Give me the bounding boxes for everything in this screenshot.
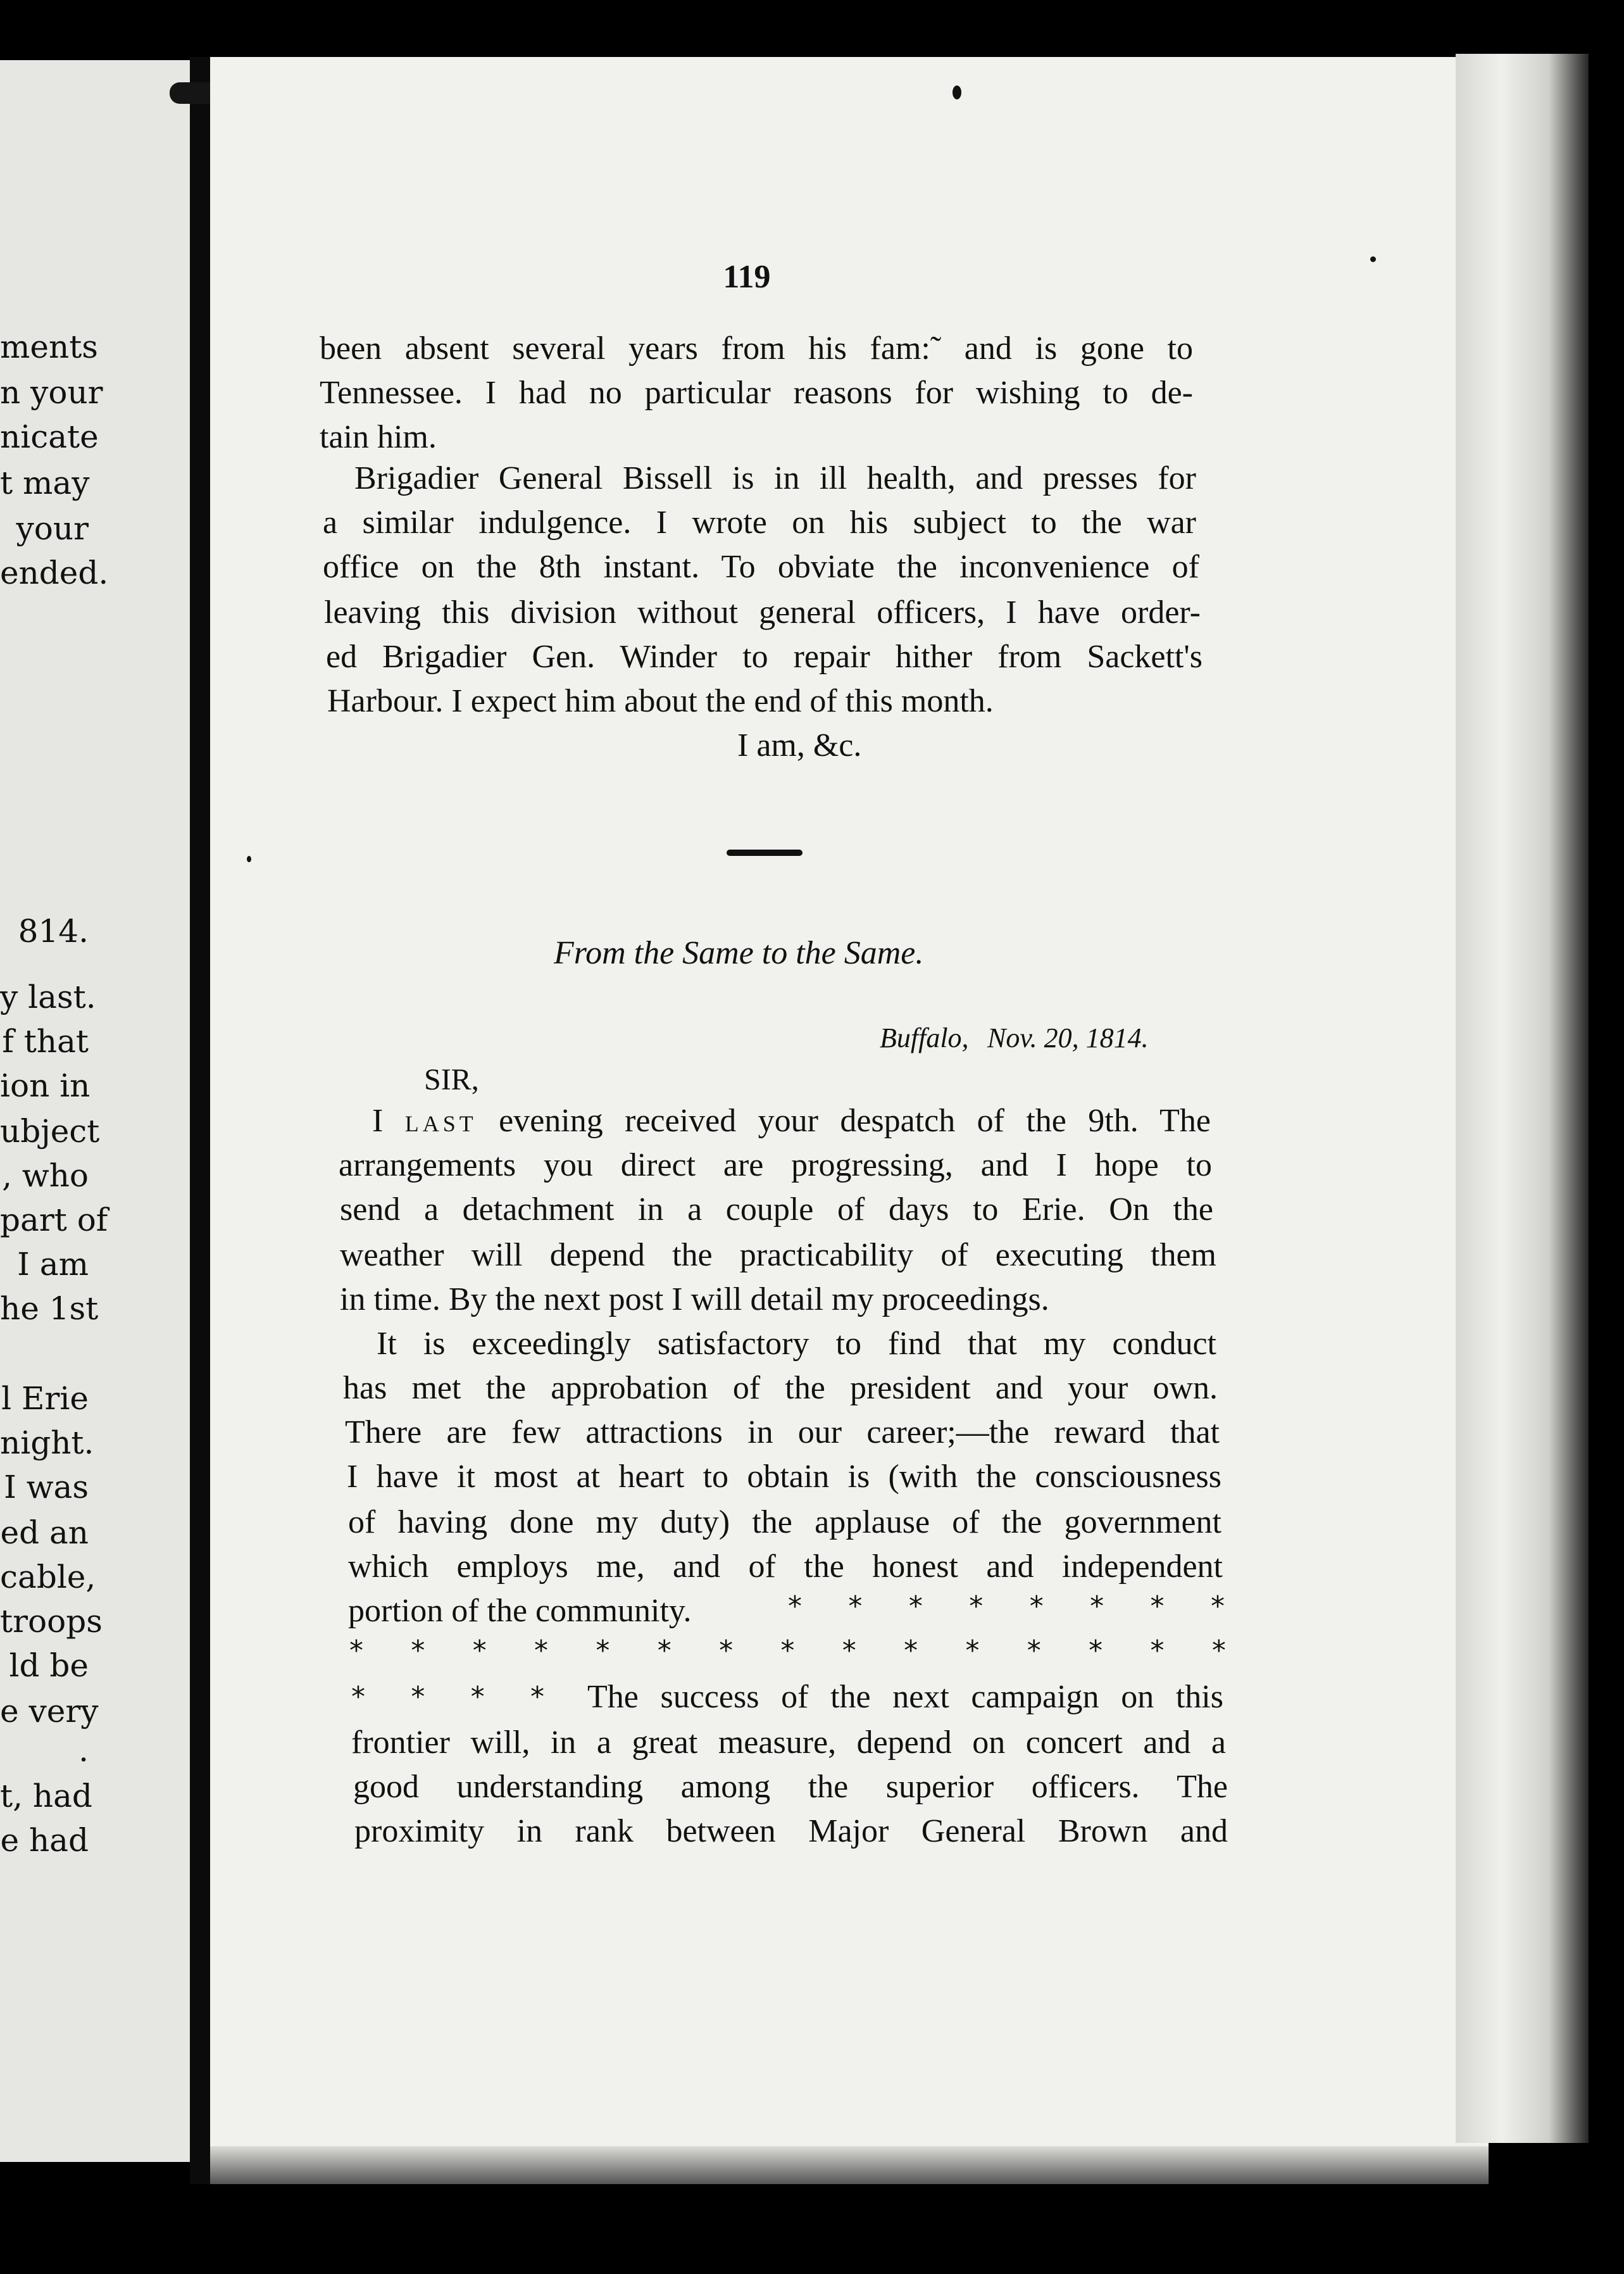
text-line: of having done my duty) the applause of the government xyxy=(348,1504,1221,1540)
left-page-fragment: , who xyxy=(2,1157,89,1194)
ink-speck xyxy=(1370,256,1376,262)
text-line: There are few attractions in our career;—the reward that xyxy=(345,1414,1220,1450)
text-line: in time. By the next post I will detail my proceedings. xyxy=(340,1281,1049,1317)
text-line: which employs me, and of the honest and independent xyxy=(348,1548,1223,1585)
left-page xyxy=(0,60,190,2162)
asterisk: * xyxy=(1027,1635,1041,1667)
left-page-fragment: e very xyxy=(0,1693,99,1730)
asterisk: * xyxy=(1150,1590,1165,1623)
text-line xyxy=(372,1105,1211,1138)
asterisk: * xyxy=(908,1590,923,1623)
asterisk: * xyxy=(349,1635,363,1667)
asterisk: * xyxy=(1210,1590,1225,1623)
left-page-fragment: ments xyxy=(0,329,98,365)
left-page-fragment: l Erie xyxy=(1,1380,89,1417)
left-page-fragment: t may xyxy=(0,465,90,501)
text-line: portion of the community. xyxy=(348,1593,692,1629)
asterisk: * xyxy=(534,1635,549,1667)
page-number: 119 xyxy=(723,259,771,295)
asterisk: * xyxy=(1150,1635,1165,1667)
asterisk: * xyxy=(969,1590,984,1623)
text-line: weather will depend the practicability of executing them xyxy=(340,1237,1216,1273)
left-page-fragment: cable, xyxy=(0,1559,96,1595)
book-spine xyxy=(190,57,210,2184)
left-page-fragment: y last. xyxy=(0,979,96,1015)
asterisk: * xyxy=(472,1635,487,1667)
left-page-fragment: ubject xyxy=(0,1113,100,1150)
asterisk: * xyxy=(780,1635,795,1667)
first-line-rest: evening received your despatch of the 9th. The xyxy=(499,1103,1211,1139)
text-line: a similar indulgence. I wrote on his subject to the war xyxy=(323,505,1196,541)
asterisk-row xyxy=(788,1590,1225,1623)
left-page-fragment: ed an xyxy=(0,1514,89,1551)
left-page-fragment: ion in xyxy=(0,1067,91,1104)
asterisk: * xyxy=(904,1635,918,1667)
asterisk: * xyxy=(1090,1590,1104,1623)
text-line: been absent several years from his fam:˜ and is gone to xyxy=(320,330,1193,367)
asterisk-row xyxy=(351,1681,544,1713)
asterisk: * xyxy=(530,1681,544,1713)
closing: I am, &c. xyxy=(737,727,862,763)
asterisk: * xyxy=(719,1635,734,1667)
small-caps-word: LAST xyxy=(404,1111,477,1136)
text-line: proximity in rank between Major General Brown and xyxy=(354,1813,1228,1849)
salutation: SIR, xyxy=(424,1063,479,1096)
text-line: has met the approbation of the president and your own. xyxy=(343,1370,1218,1406)
text-line: arrangements you direct are progressing, and I hope to xyxy=(339,1147,1212,1183)
section-rule xyxy=(727,850,803,856)
asterisk: * xyxy=(788,1590,802,1623)
first-word: I xyxy=(372,1103,384,1139)
ink-speck xyxy=(953,85,961,99)
text-line: ed Brigadier Gen. Winder to repair hither from Sackett's xyxy=(326,639,1202,675)
text-line: good understanding among the superior officers. The xyxy=(353,1769,1228,1805)
left-page-fragment: troops xyxy=(0,1603,103,1640)
left-page-fragment: night. xyxy=(0,1424,94,1461)
text-line: frontier will, in a great measure, depend on concert and a xyxy=(351,1724,1226,1761)
page-edge xyxy=(1456,54,1589,2143)
asterisk: * xyxy=(1211,1635,1226,1667)
letter-heading: From the Same to the Same. xyxy=(554,935,924,971)
asterisk: * xyxy=(411,1681,425,1713)
text-line: Harbour. I expect him about the end of this month. xyxy=(327,683,994,719)
text-line: leaving this division without general officers, I have order- xyxy=(324,594,1201,631)
left-page-fragment: ld be xyxy=(9,1647,89,1684)
asterisk: * xyxy=(470,1681,485,1713)
text-line: The success of the next campaign on this xyxy=(587,1679,1223,1715)
asterisk: * xyxy=(1089,1635,1103,1667)
page-bottom-shadow xyxy=(210,2146,1489,2184)
text-line: office on the 8th instant. To obviate the inconvenience of xyxy=(323,549,1199,585)
asterisk: * xyxy=(657,1635,671,1667)
left-page-fragment: t, had xyxy=(0,1778,92,1814)
left-page-fragment: n your xyxy=(0,374,103,411)
text-line: It is exceedingly satisfactory to find that my conduct xyxy=(377,1326,1216,1362)
text-line: Tennessee. I had no particular reasons for wishing to de- xyxy=(320,375,1193,411)
asterisk: * xyxy=(965,1635,980,1667)
left-page-fragment: part of xyxy=(0,1202,108,1238)
asterisk: * xyxy=(596,1635,610,1667)
left-page-fragment: e had xyxy=(0,1822,89,1859)
asterisk: * xyxy=(411,1635,425,1667)
text-line: tain him. xyxy=(320,419,437,455)
left-page-fragment: your xyxy=(16,510,89,547)
asterisk: * xyxy=(848,1590,863,1623)
left-page-fragment: nicate xyxy=(0,418,99,455)
left-page-fragment: I am xyxy=(17,1246,89,1283)
text-line: Brigadier General Bissell is in ill health, and presses for xyxy=(354,460,1196,496)
asterisk: * xyxy=(1029,1590,1044,1623)
left-page-fragment: . xyxy=(78,1732,89,1769)
asterisk: * xyxy=(351,1681,365,1713)
left-page-fragment: 814. xyxy=(18,913,89,950)
text-line: send a detachment in a couple of days to Erie. On the xyxy=(340,1191,1213,1228)
asterisk: * xyxy=(842,1635,856,1667)
text-line: I have it most at heart to obtain is (with the consciousness xyxy=(347,1459,1221,1495)
asterisk-row xyxy=(349,1635,1226,1667)
left-page-fragment: f that xyxy=(2,1023,89,1060)
left-page-fragment: ended. xyxy=(0,555,109,591)
left-page-fragment: he 1st xyxy=(0,1290,99,1327)
dateline-date: Nov. 20, 1814. xyxy=(987,1022,1149,1053)
ink-speck xyxy=(247,856,251,862)
dateline-place: Buffalo, xyxy=(880,1022,969,1053)
left-page-fragment: I was xyxy=(4,1469,89,1505)
